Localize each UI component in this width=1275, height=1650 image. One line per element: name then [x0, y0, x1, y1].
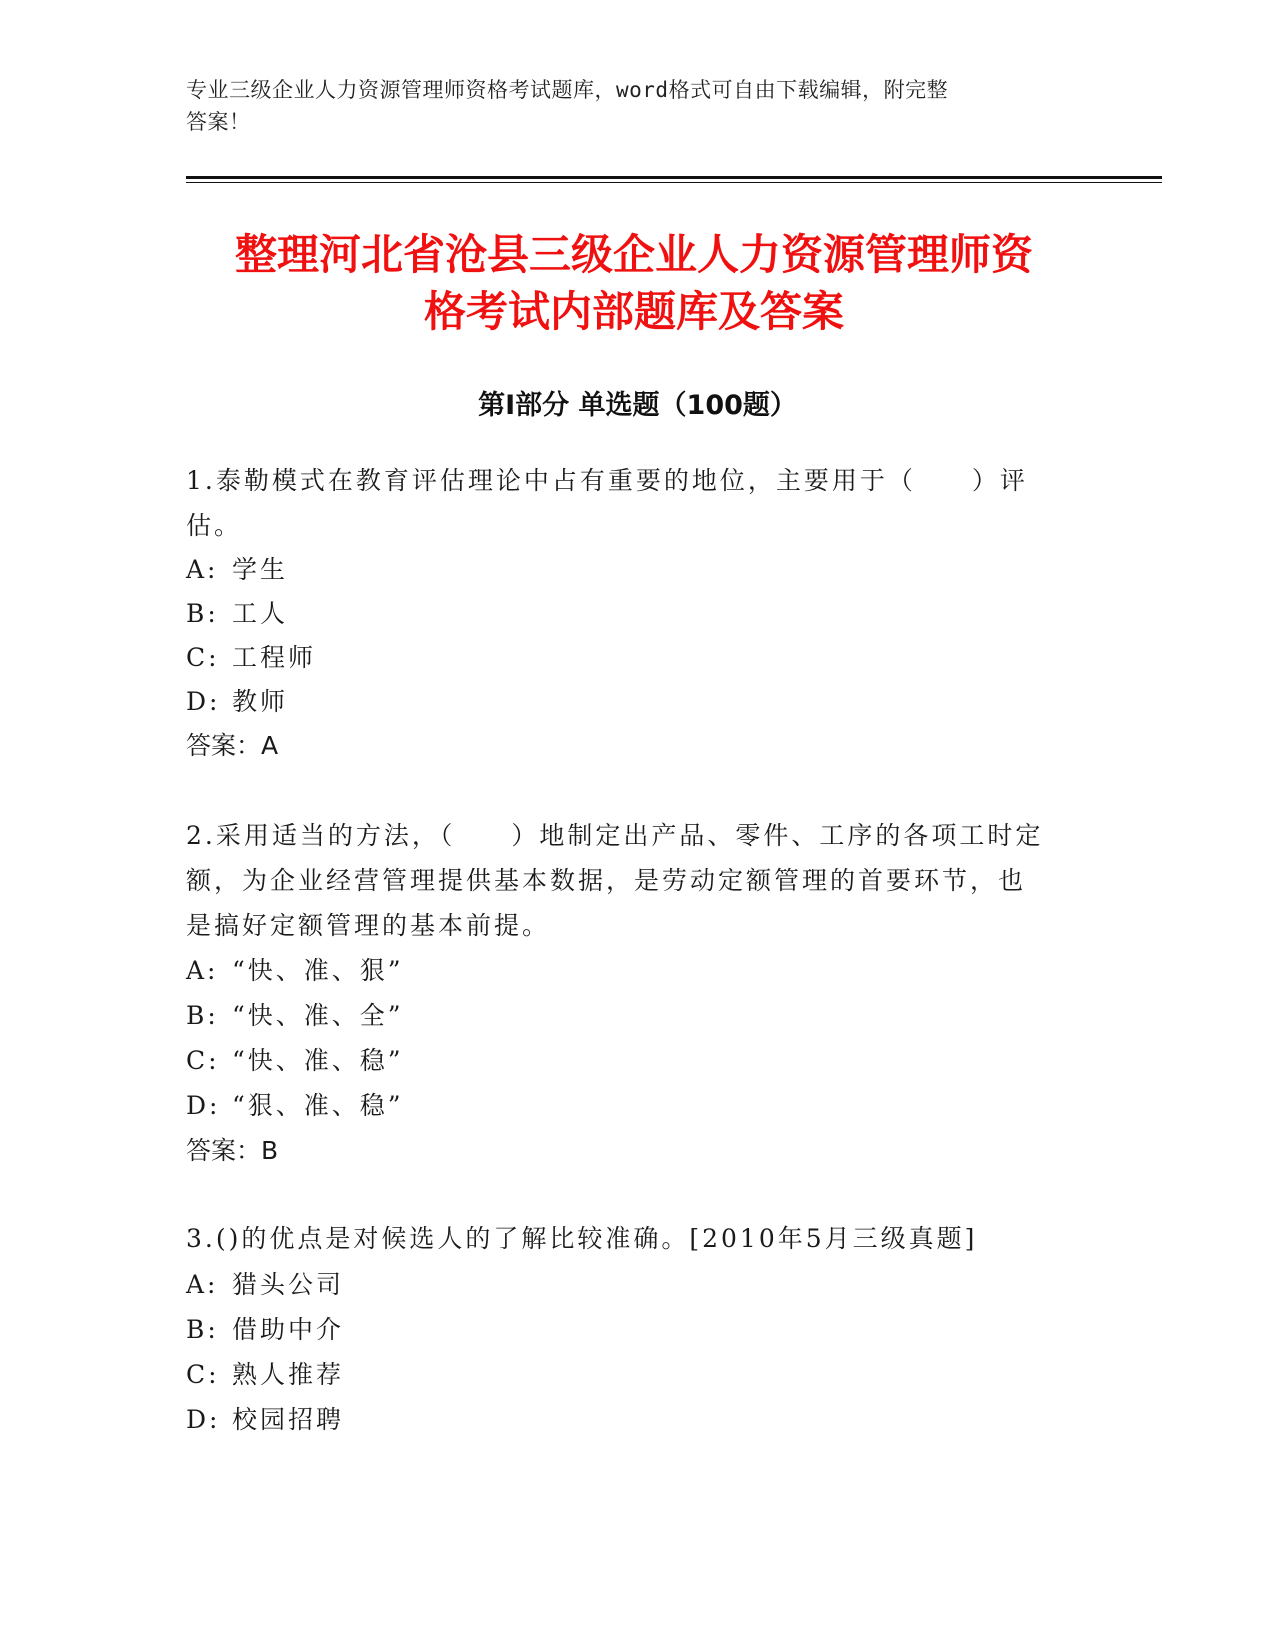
- question-3-option-d: [186, 1397, 344, 1442]
- option-letter: D:: [186, 1091, 221, 1120]
- option-text: 工人: [232, 599, 289, 628]
- question-3-text-line-1: 3.()的优点是对候选人的了解比较准确。[2010年5月三级真题]: [186, 1224, 978, 1253]
- option-letter: B:: [186, 1001, 219, 1030]
- question-2-option-c: [186, 1038, 404, 1083]
- question-1-option-a: [186, 547, 288, 592]
- header-rule-thick: [186, 176, 1162, 179]
- document-title: [186, 226, 1082, 340]
- option-text: “快、准、稳”: [232, 1046, 404, 1075]
- question-2-option-a: [186, 948, 404, 993]
- option-letter: C:: [186, 643, 220, 672]
- question-2-answer: 答案：B: [186, 1136, 279, 1165]
- option-letter: A:: [186, 555, 219, 584]
- option-text: 学生: [232, 555, 289, 584]
- question-2-option-d: [186, 1083, 404, 1128]
- question-1-answer: 答案：A: [186, 731, 279, 760]
- header-note: [186, 74, 1066, 138]
- option-letter: B:: [186, 599, 219, 628]
- option-letter: C:: [186, 1046, 220, 1075]
- option-text: 猎头公司: [232, 1270, 345, 1299]
- question-2-option-b: [186, 993, 404, 1038]
- question-1-text-line-1: 1.泰勒模式在教育评估理论中占有重要的地位，主要用于（ ）评: [186, 466, 1028, 495]
- option-text: 熟人推荐: [232, 1360, 345, 1389]
- option-letter: D:: [186, 687, 221, 716]
- question-2-text-line-2: 额，为企业经营管理提供基本数据，是劳动定额管理的首要环节，也: [186, 866, 1027, 895]
- question-1-option-d: [186, 679, 288, 724]
- document-title-line-1: 整理河北省沧县三级企业人力资源管理师资: [234, 230, 1033, 279]
- option-text: 借助中介: [232, 1315, 345, 1344]
- option-letter: B:: [186, 1315, 219, 1344]
- option-text: 校园招聘: [232, 1405, 345, 1434]
- option-letter: A:: [186, 956, 219, 985]
- question-2-text-line-3: 是搞好定额管理的基本前提。: [186, 911, 551, 940]
- option-letter: A:: [186, 1270, 219, 1299]
- option-letter: C:: [186, 1360, 220, 1389]
- question-3-option-c: [186, 1352, 344, 1397]
- question-1-option-b: [186, 591, 288, 636]
- question-3-option-b: [186, 1307, 344, 1352]
- option-text: “快、准、狠”: [232, 956, 404, 985]
- section-heading: 第Ⅰ部分 单选题（100题）: [478, 390, 797, 421]
- question-2-text-line-1: 2.采用适当的方法，（ ）地制定出产品、零件、工序的各项工时定: [186, 821, 1044, 850]
- option-text: 工程师: [232, 643, 317, 672]
- document-title-line-2: 格考试内部题库及答案: [423, 287, 844, 336]
- question-1-option-c: [186, 635, 316, 680]
- option-text: “狠、准、稳”: [232, 1091, 404, 1120]
- option-letter: D:: [186, 1405, 221, 1434]
- option-text: 教师: [232, 687, 289, 716]
- option-text: “快、准、全”: [232, 1001, 404, 1030]
- header-note-line-1: 专业三级企业人力资源管理师资格考试题库，word格式可自由下载编辑，附完整: [186, 78, 949, 102]
- header-rule-thin: [186, 182, 1162, 183]
- question-1-text-line-2: 估。: [186, 511, 243, 540]
- question-3-option-a: [186, 1262, 344, 1307]
- header-note-line-2: 答案！: [186, 110, 251, 134]
